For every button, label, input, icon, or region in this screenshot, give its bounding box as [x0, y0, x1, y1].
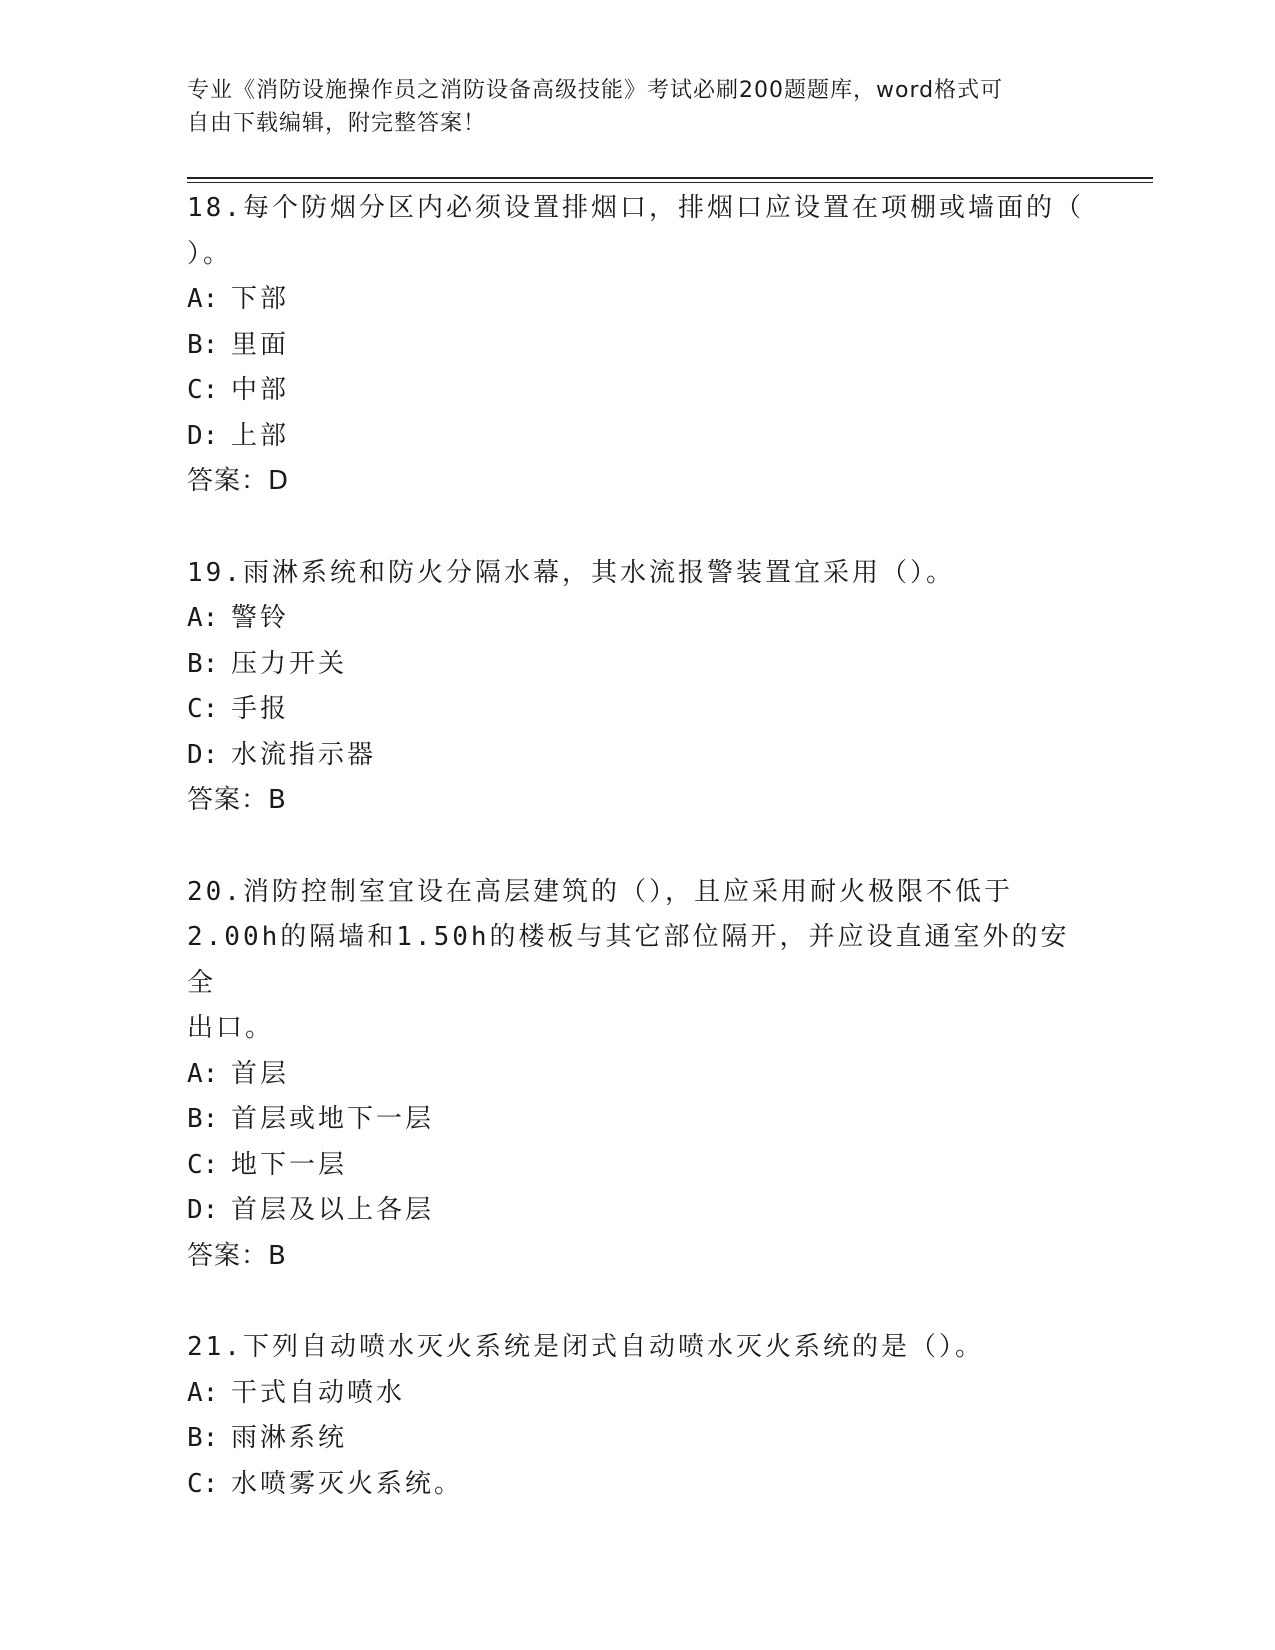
- option-a: [187, 1371, 1087, 1417]
- option-text: 水流指示器: [231, 739, 377, 770]
- option-text: 下部: [231, 284, 290, 314]
- option-c: [187, 368, 1087, 414]
- option-letter: C:: [187, 1149, 219, 1180]
- option-text: 首层及以上各层: [231, 1195, 435, 1225]
- option-letter: A:: [187, 1058, 219, 1089]
- header-divider-thick: [187, 177, 1153, 179]
- option-text: 警铃: [231, 603, 290, 633]
- option-letter: B:: [187, 1423, 219, 1453]
- option-a: [187, 277, 1087, 323]
- question-line: 18.每个防烟分区内必须设置排烟口，排烟口应设置在项棚或墙面的（: [187, 193, 1084, 223]
- option-text: 压力开关: [231, 648, 348, 679]
- option-letter: A:: [187, 603, 219, 633]
- question-line: 出口。: [187, 1013, 275, 1043]
- answer-line: 答案：B: [187, 785, 287, 815]
- option-letter: B:: [187, 648, 219, 679]
- option-text: 雨淋系统: [231, 1423, 348, 1453]
- option-text: 干式自动喷水: [231, 1377, 406, 1408]
- option-letter: C:: [187, 1468, 219, 1499]
- question-line: 21.下列自动喷水灭火系统是闭式自动喷水灭火系统的是（）。: [187, 1332, 984, 1362]
- option-a: [187, 596, 1087, 642]
- option-d: [187, 733, 1087, 779]
- option-letter: B:: [187, 329, 219, 360]
- option-b: [187, 1097, 1087, 1143]
- header-line-2: 自由下载编辑，附完整答案！: [187, 111, 487, 136]
- document-header: [187, 74, 1087, 140]
- option-letter: A:: [187, 284, 219, 314]
- option-c: [187, 1462, 1087, 1508]
- option-letter: C:: [187, 375, 219, 405]
- question-line: 19.雨淋系统和防火分隔水幕，其水流报警装置宜采用（）。: [187, 557, 955, 588]
- option-text: 首层: [231, 1058, 290, 1089]
- option-c: [187, 1143, 1087, 1189]
- option-letter: B:: [187, 1104, 219, 1134]
- header-line-1: 专业《消防设施操作员之消防设备高级技能》考试必刷200题题库，word格式可: [187, 78, 1004, 103]
- question-18: [187, 186, 1087, 505]
- answer-line: 答案：D: [187, 466, 290, 496]
- option-letter: D:: [187, 420, 219, 451]
- option-text: 地下一层: [231, 1149, 348, 1180]
- question-line: 20.消防控制室宜设在高层建筑的（），且应采用耐火极限不低于: [187, 876, 1013, 907]
- option-d: [187, 414, 1087, 460]
- option-b: [187, 642, 1087, 688]
- option-a: [187, 1052, 1087, 1098]
- answer-line: 答案：B: [187, 1240, 287, 1271]
- option-letter: D:: [187, 1195, 219, 1225]
- option-letter: C:: [187, 694, 219, 724]
- option-b: [187, 323, 1087, 369]
- question-20: [187, 870, 1087, 1280]
- option-letter: A:: [187, 1377, 219, 1408]
- question-line: ）。: [187, 238, 233, 269]
- option-text: 首层或地下一层: [231, 1104, 435, 1134]
- header-divider-thin: [187, 182, 1153, 183]
- option-text: 中部: [231, 375, 290, 405]
- question-21: [187, 1325, 1087, 1507]
- option-d: [187, 1188, 1087, 1234]
- option-text: 里面: [231, 329, 290, 360]
- option-text: 水喷雾灭火系统。: [231, 1468, 464, 1499]
- option-text: 手报: [231, 694, 290, 724]
- question-line: 2.00h的隔墙和1.50h的楼板与其它部位隔开，并应设直通室外的安全: [187, 922, 1070, 998]
- question-list: [187, 186, 1087, 1507]
- option-c: [187, 687, 1087, 733]
- question-19: [187, 551, 1087, 824]
- option-b: [187, 1416, 1087, 1462]
- option-letter: D:: [187, 739, 219, 770]
- option-text: 上部: [231, 420, 290, 451]
